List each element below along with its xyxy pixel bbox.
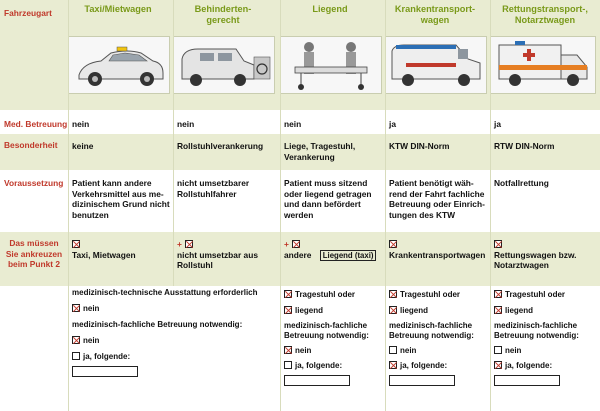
ankreuzen-ktw <box>389 239 485 260</box>
betreuung-text-5: medizinisch-fachliche Betreuung notwendig: <box>494 321 579 340</box>
betreuung-ja-label: ja, folgende: <box>83 352 131 361</box>
liegend-label-3: liegend <box>295 306 324 315</box>
column-title-liegend: Liegend <box>312 4 348 14</box>
tragestuhl-checkbox-3[interactable] <box>284 290 292 298</box>
plus-sign: + <box>284 239 289 249</box>
column-title-rettungstransport: Rettungstransport-, Notarztwagen <box>502 4 588 25</box>
tragestuhl-label-3: Tragestuhl oder <box>295 290 356 299</box>
liegend-checkbox-3[interactable] <box>284 306 292 314</box>
bottom-section <box>0 286 600 411</box>
ausstattung-nein-label: nein <box>83 304 100 313</box>
nein-label-3: nein <box>295 346 312 355</box>
accessible-van-photo <box>173 36 275 94</box>
ankreuzen-rollstuhl-label: nicht umsetzbar aus Rollstuhl <box>177 249 258 270</box>
ja-label-3: ja, folgende: <box>295 361 343 370</box>
ausstattung-nein-checkbox[interactable] <box>72 304 80 312</box>
ankreuzen-taxi <box>72 239 136 260</box>
cell-voraussetzung-1: Patient kann andere Verkehrsmittel aus me- dizinischem Grund nicht benutzen <box>72 178 170 220</box>
ambulance-photo <box>490 36 596 94</box>
patient-transport-van-photo <box>385 36 487 94</box>
stretcher-transport-photo <box>280 36 382 94</box>
bottom-col-rtw <box>494 290 598 386</box>
ankreuzen-taxi-label: Taxi, Mietwagen <box>72 249 136 260</box>
liegend-taxi-box: Liegend (taxi) <box>320 250 377 261</box>
cell-besonderheit-4: KTW DIN-Norm <box>389 141 450 151</box>
row-voraussetzung <box>0 172 600 230</box>
cell-betreuung-2: nein <box>177 119 195 129</box>
folgende-input-4[interactable] <box>389 375 455 386</box>
folgende-input[interactable] <box>72 366 138 377</box>
cell-besonderheit-1: keine <box>72 141 94 151</box>
cell-betreuung-3: nein <box>284 119 302 129</box>
row-ankreuzen <box>0 232 600 286</box>
column-title-behindertengerecht: Behinderten- gerecht <box>194 4 252 25</box>
betreuung-text: medizinisch-fachliche Betreuung notwendig: <box>72 320 243 329</box>
column-divider <box>68 0 69 411</box>
cell-betreuung-5: ja <box>494 119 501 129</box>
liegend-checkbox-5[interactable] <box>494 306 502 314</box>
ktw-checkbox[interactable] <box>389 240 397 248</box>
cell-voraussetzung-2: nicht umsetzbarer Rollstuhlfahrer <box>177 178 250 199</box>
ankreuzen-andere-label: andere <box>284 249 312 260</box>
betreuung-text-3: medizinisch-fachliche Betreuung notwendig: <box>284 321 369 340</box>
liegend-checkbox-4[interactable] <box>389 306 397 314</box>
liegend-label-4: liegend <box>400 306 429 315</box>
tragestuhl-label-5: Tragestuhl oder <box>505 290 566 299</box>
ja-checkbox-5[interactable] <box>494 361 502 369</box>
cell-betreuung-4: ja <box>389 119 396 129</box>
cell-voraussetzung-3: Patient muss sitzend oder liegend getragen und dann befördert werden <box>284 178 372 220</box>
folgende-input-3[interactable] <box>284 375 350 386</box>
ankreuzen-liegend <box>284 239 376 261</box>
tragestuhl-label-4: Tragestuhl oder <box>400 290 461 299</box>
ankreuzen-rtw-label: Rettungswagen bzw. Notarztwagen <box>494 249 577 270</box>
rollstuhl-checkbox[interactable] <box>185 240 193 248</box>
nein-label-5: nein <box>505 346 522 355</box>
nein-checkbox-5[interactable] <box>494 346 502 354</box>
column-divider <box>385 0 386 411</box>
cell-voraussetzung-4: Patient benötigt wäh- rend der Fahrt fachliche Betreuung oder Einrich- tungen des KTW <box>389 178 485 220</box>
column-title-krankentransport: Krankentransport- wagen <box>394 4 476 25</box>
ausstattung-text: medizinisch-technische Ausstattung erforderlich <box>72 288 258 297</box>
cell-voraussetzung-5: Notfallrettung <box>494 178 549 188</box>
taxi-car-photo <box>68 36 170 94</box>
betreuung-ja-checkbox[interactable] <box>72 352 80 360</box>
betreuung-nein-checkbox[interactable] <box>72 336 80 344</box>
row-med-betreuung <box>0 114 600 134</box>
ja-label-5: ja, folgende: <box>505 361 553 370</box>
column-title-taxi: Taxi/Mietwagen <box>84 4 152 14</box>
bottom-col-liegend <box>284 290 384 386</box>
column-divider <box>280 0 281 411</box>
betreuung-nein-label: nein <box>83 336 100 345</box>
taxi-checkbox[interactable] <box>72 240 80 248</box>
ankreuzen-rollstuhl <box>177 239 258 271</box>
bottom-left <box>72 288 277 377</box>
ankreuzen-ktw-label: Krankentransportwagen <box>389 249 486 260</box>
nein-checkbox-4[interactable] <box>389 346 397 354</box>
cell-besonderheit-3: Liege, Tragestuhl, Verankerung <box>284 141 356 162</box>
row-besonderheit <box>0 134 600 170</box>
bottom-col-ktw <box>389 290 489 386</box>
tragestuhl-checkbox-4[interactable] <box>389 290 397 298</box>
cell-betreuung-1: nein <box>72 119 90 129</box>
plus-sign: + <box>177 239 182 249</box>
betreuung-text-4: medizinisch-fachliche Betreuung notwendig: <box>389 321 474 340</box>
tragestuhl-checkbox-5[interactable] <box>494 290 502 298</box>
column-divider <box>173 0 174 286</box>
folgende-input-5[interactable] <box>494 375 560 386</box>
row-label-ankreuzen: Das müssen Sie ankreuzen beim Punkt 2 <box>5 238 63 269</box>
column-divider <box>490 0 491 411</box>
nein-checkbox-3[interactable] <box>284 346 292 354</box>
ja-checkbox-4[interactable] <box>389 361 397 369</box>
liegend-checkbox[interactable] <box>292 240 300 248</box>
cell-besonderheit-5: RTW DIN-Norm <box>494 141 555 151</box>
liegend-label-5: liegend <box>505 306 534 315</box>
cell-besonderheit-2: Rollstuhlverankerung <box>177 141 264 151</box>
ja-label-4: ja, folgende: <box>400 361 448 370</box>
ja-checkbox-3[interactable] <box>284 361 292 369</box>
row-label-besonderheit: Besonderheit <box>4 140 58 150</box>
rtw-checkbox[interactable] <box>494 240 502 248</box>
nein-label-4: nein <box>400 346 417 355</box>
row-label-betreuung: Med. Betreuung <box>4 119 68 129</box>
ankreuzen-rtw <box>494 239 577 271</box>
row-label-voraussetzung: Voraussetzung <box>4 178 64 188</box>
row-label-fahrzeugart: Fahrzeugart <box>4 8 52 18</box>
